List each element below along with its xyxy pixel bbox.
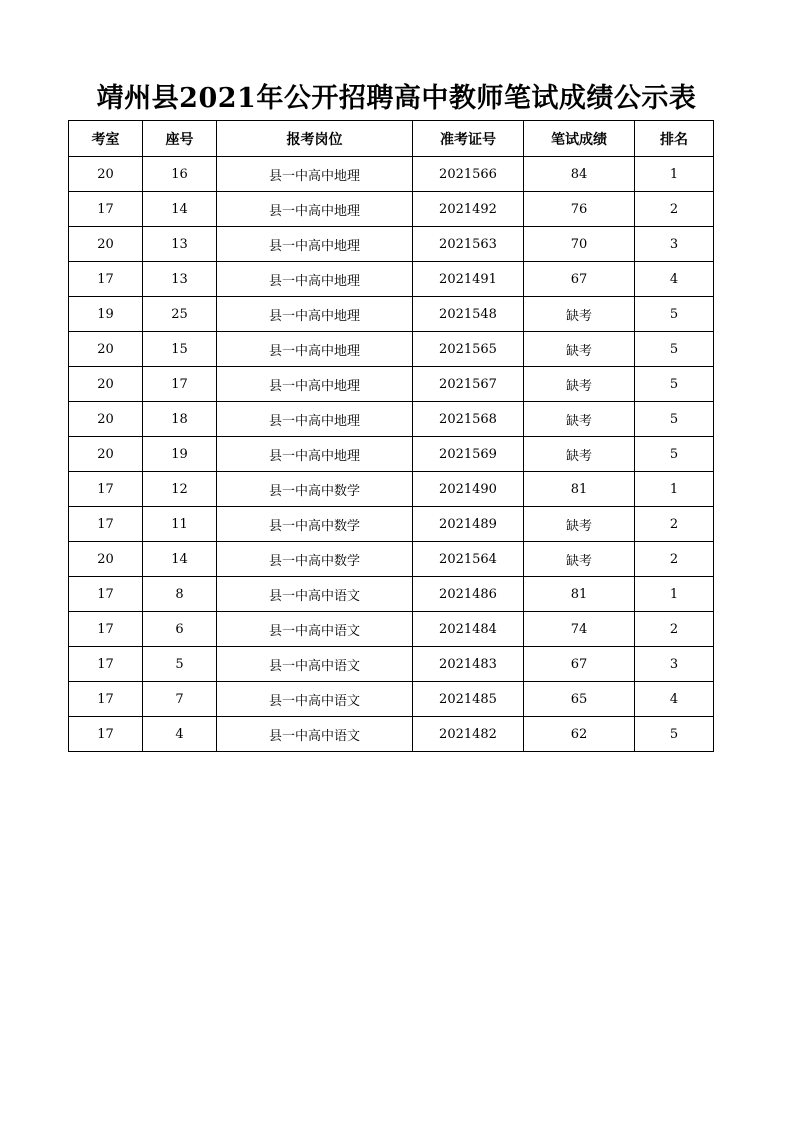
cell-exam-room: 17 — [69, 472, 143, 507]
cell-ticket-number: 2021564 — [413, 542, 524, 577]
cell-seat-number: 13 — [143, 262, 217, 297]
cell-rank: 1 — [635, 472, 714, 507]
cell-ticket-number: 2021482 — [413, 717, 524, 752]
cell-position: 县一中高中数学 — [217, 472, 413, 507]
table-row — [69, 717, 714, 752]
cell-written-score: 缺考 — [524, 332, 635, 367]
cell-position: 县一中高中语文 — [217, 612, 413, 647]
table-row — [69, 332, 714, 367]
cell-exam-room: 17 — [69, 717, 143, 752]
score-table — [68, 120, 714, 752]
cell-rank: 2 — [635, 507, 714, 542]
table-row — [69, 262, 714, 297]
cell-written-score: 65 — [524, 682, 635, 717]
cell-position: 县一中高中数学 — [217, 507, 413, 542]
cell-position: 县一中高中数学 — [217, 542, 413, 577]
cell-rank: 4 — [635, 262, 714, 297]
header-position: 报考岗位 — [217, 121, 413, 157]
cell-position: 县一中高中地理 — [217, 227, 413, 262]
cell-rank: 5 — [635, 717, 714, 752]
table-row — [69, 437, 714, 472]
cell-rank: 2 — [635, 192, 714, 227]
cell-seat-number: 5 — [143, 647, 217, 682]
cell-ticket-number: 2021563 — [413, 227, 524, 262]
cell-rank: 3 — [635, 647, 714, 682]
cell-written-score: 缺考 — [524, 402, 635, 437]
cell-position: 县一中高中地理 — [217, 402, 413, 437]
table-row — [69, 577, 714, 612]
cell-exam-room: 20 — [69, 157, 143, 192]
cell-exam-room: 20 — [69, 542, 143, 577]
table-row — [69, 647, 714, 682]
cell-exam-room: 20 — [69, 332, 143, 367]
table-row — [69, 297, 714, 332]
cell-written-score: 81 — [524, 472, 635, 507]
cell-exam-room: 17 — [69, 577, 143, 612]
cell-seat-number: 14 — [143, 192, 217, 227]
cell-exam-room: 20 — [69, 227, 143, 262]
cell-written-score: 缺考 — [524, 297, 635, 332]
cell-position: 县一中高中语文 — [217, 682, 413, 717]
table-row — [69, 612, 714, 647]
cell-written-score: 76 — [524, 192, 635, 227]
table-row — [69, 192, 714, 227]
header-written-score: 笔试成绩 — [524, 121, 635, 157]
cell-position: 县一中高中语文 — [217, 577, 413, 612]
cell-position: 县一中高中地理 — [217, 297, 413, 332]
cell-written-score: 70 — [524, 227, 635, 262]
cell-rank: 5 — [635, 332, 714, 367]
cell-ticket-number: 2021565 — [413, 332, 524, 367]
cell-ticket-number: 2021489 — [413, 507, 524, 542]
table-row — [69, 367, 714, 402]
cell-seat-number: 18 — [143, 402, 217, 437]
cell-ticket-number: 2021568 — [413, 402, 524, 437]
cell-ticket-number: 2021486 — [413, 577, 524, 612]
cell-rank: 4 — [635, 682, 714, 717]
table-row — [69, 157, 714, 192]
table-body — [69, 157, 714, 752]
cell-written-score: 74 — [524, 612, 635, 647]
cell-rank: 5 — [635, 367, 714, 402]
cell-ticket-number: 2021483 — [413, 647, 524, 682]
cell-seat-number: 7 — [143, 682, 217, 717]
cell-exam-room: 17 — [69, 262, 143, 297]
cell-written-score: 84 — [524, 157, 635, 192]
cell-exam-room: 20 — [69, 402, 143, 437]
table-row — [69, 507, 714, 542]
cell-seat-number: 17 — [143, 367, 217, 402]
cell-written-score: 缺考 — [524, 507, 635, 542]
cell-seat-number: 14 — [143, 542, 217, 577]
cell-ticket-number: 2021485 — [413, 682, 524, 717]
cell-written-score: 62 — [524, 717, 635, 752]
page-title: 靖州县2021年公开招聘高中教师笔试成绩公示表 — [96, 83, 697, 114]
cell-rank: 5 — [635, 297, 714, 332]
cell-written-score: 缺考 — [524, 367, 635, 402]
cell-rank: 3 — [635, 227, 714, 262]
table-row — [69, 542, 714, 577]
cell-seat-number: 16 — [143, 157, 217, 192]
cell-position: 县一中高中语文 — [217, 647, 413, 682]
cell-rank: 5 — [635, 437, 714, 472]
cell-ticket-number: 2021491 — [413, 262, 524, 297]
cell-ticket-number: 2021484 — [413, 612, 524, 647]
cell-seat-number: 19 — [143, 437, 217, 472]
cell-position: 县一中高中地理 — [217, 157, 413, 192]
cell-ticket-number: 2021569 — [413, 437, 524, 472]
cell-written-score: 67 — [524, 647, 635, 682]
cell-ticket-number: 2021566 — [413, 157, 524, 192]
table-row — [69, 227, 714, 262]
cell-written-score: 81 — [524, 577, 635, 612]
cell-seat-number: 15 — [143, 332, 217, 367]
cell-exam-room: 20 — [69, 367, 143, 402]
cell-written-score: 缺考 — [524, 437, 635, 472]
cell-position: 县一中高中语文 — [217, 717, 413, 752]
cell-seat-number: 6 — [143, 612, 217, 647]
cell-ticket-number: 2021492 — [413, 192, 524, 227]
cell-exam-room: 19 — [69, 297, 143, 332]
cell-seat-number: 12 — [143, 472, 217, 507]
cell-position: 县一中高中地理 — [217, 367, 413, 402]
header-rank: 排名 — [635, 121, 714, 157]
cell-written-score: 缺考 — [524, 542, 635, 577]
header-seat-number: 座号 — [143, 121, 217, 157]
cell-exam-room: 20 — [69, 437, 143, 472]
cell-seat-number: 4 — [143, 717, 217, 752]
table-row — [69, 472, 714, 507]
cell-seat-number: 13 — [143, 227, 217, 262]
table-row — [69, 402, 714, 437]
cell-ticket-number: 2021490 — [413, 472, 524, 507]
cell-ticket-number: 2021548 — [413, 297, 524, 332]
cell-rank: 1 — [635, 577, 714, 612]
cell-rank: 2 — [635, 542, 714, 577]
header-row — [69, 121, 714, 157]
header-exam-room: 考室 — [69, 121, 143, 157]
cell-position: 县一中高中地理 — [217, 192, 413, 227]
cell-exam-room: 17 — [69, 647, 143, 682]
cell-exam-room: 17 — [69, 507, 143, 542]
table-row — [69, 682, 714, 717]
cell-exam-room: 17 — [69, 192, 143, 227]
cell-written-score: 67 — [524, 262, 635, 297]
cell-ticket-number: 2021567 — [413, 367, 524, 402]
cell-exam-room: 17 — [69, 612, 143, 647]
cell-seat-number: 11 — [143, 507, 217, 542]
cell-exam-room: 17 — [69, 682, 143, 717]
cell-rank: 5 — [635, 402, 714, 437]
cell-rank: 1 — [635, 157, 714, 192]
cell-position: 县一中高中地理 — [217, 437, 413, 472]
cell-seat-number: 8 — [143, 577, 217, 612]
cell-position: 县一中高中地理 — [217, 332, 413, 367]
cell-seat-number: 25 — [143, 297, 217, 332]
header-ticket-number: 准考证号 — [413, 121, 524, 157]
cell-rank: 2 — [635, 612, 714, 647]
cell-position: 县一中高中地理 — [217, 262, 413, 297]
